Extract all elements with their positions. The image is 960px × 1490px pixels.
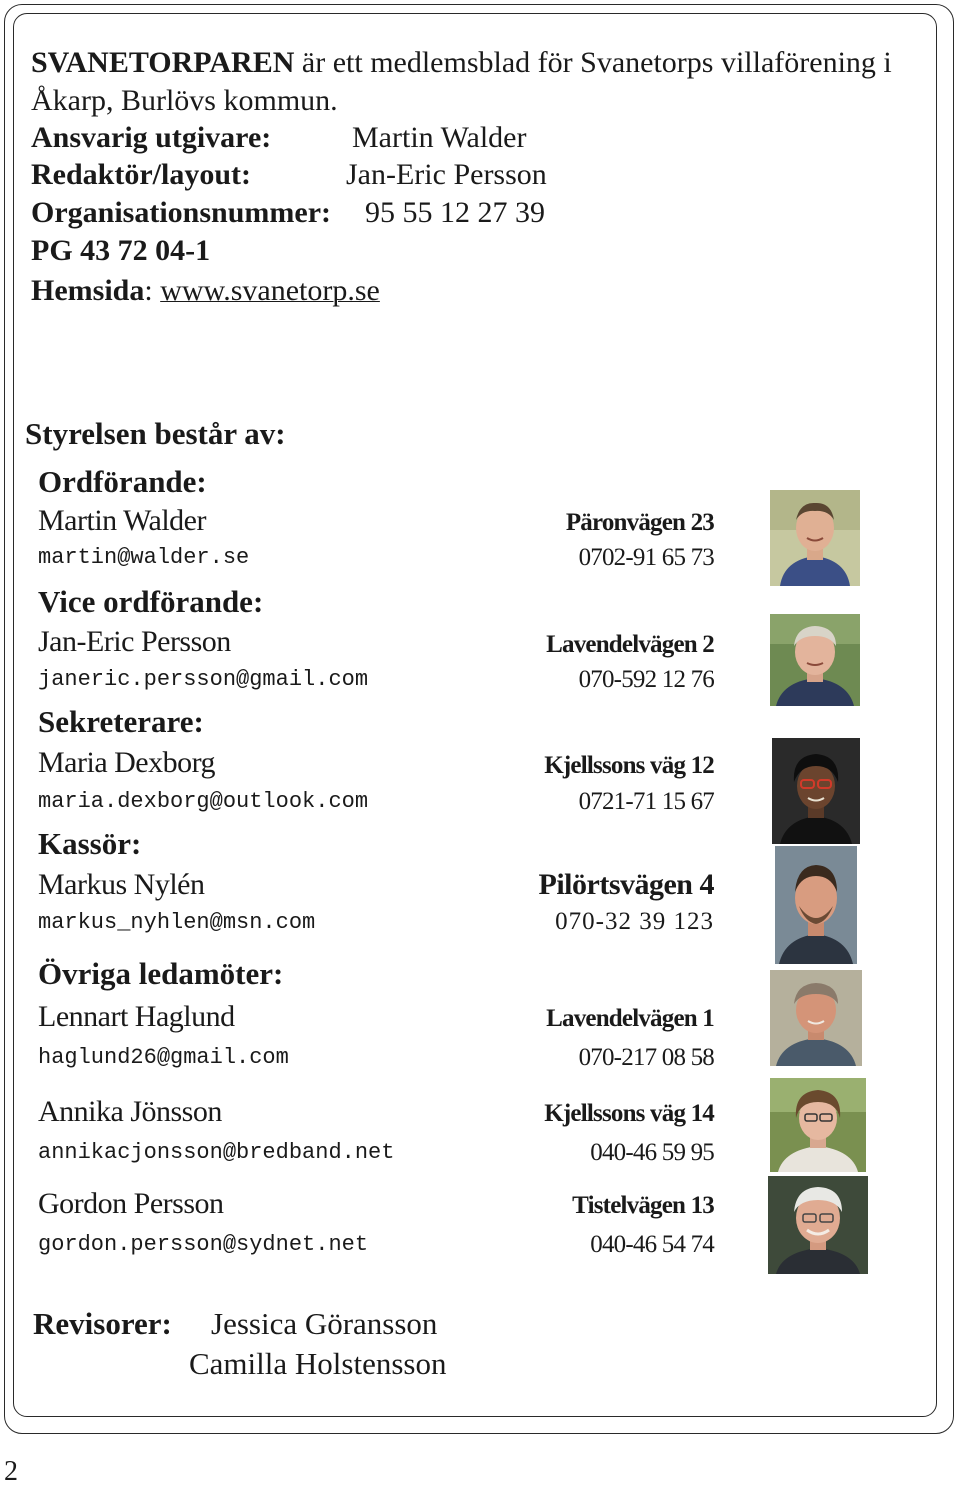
editor-label: Redaktör/layout: [31, 158, 251, 191]
member-address: Tistelvägen 13 [572, 1192, 714, 1219]
portrait-image [770, 970, 862, 1066]
member-name: Maria Dexborg [38, 746, 216, 779]
orgnr-value: 95 55 12 27 39 [365, 196, 545, 229]
member-address: Kjellssons väg 12 [544, 752, 714, 779]
member-name: Gordon Persson [38, 1187, 224, 1220]
member-address: Pilörtsvägen 4 [538, 868, 714, 901]
role-vice-chairman: Vice ordförande: [38, 584, 264, 619]
portrait-image [770, 490, 860, 586]
member-phone: 040-46 54 74 [590, 1231, 714, 1258]
publisher-value: Martin Walder [352, 121, 527, 154]
portrait-photo [770, 490, 860, 586]
member-address: Päronvägen 23 [565, 509, 714, 536]
portrait-photo [772, 738, 860, 844]
portrait-image [770, 1078, 866, 1172]
intro-line-1 [31, 44, 892, 82]
portrait-image [775, 846, 857, 964]
portrait-image [770, 614, 860, 706]
homepage-link[interactable]: www.svanetorp.se [160, 274, 380, 307]
member-email[interactable]: markus_nyhlen@msn.com [38, 910, 316, 935]
member-name: Martin Walder [38, 504, 206, 537]
member-email[interactable]: haglund26@gmail.com [38, 1045, 289, 1070]
role-chairman: Ordförande: [38, 464, 207, 499]
intro-line-2: Åkarp, Burlövs kommun. [31, 84, 338, 117]
portrait-image [768, 1176, 868, 1274]
member-phone: 070-217 08 58 [578, 1044, 714, 1071]
member-name: Lennart Haglund [38, 1000, 235, 1033]
editor-value: Jan-Eric Persson [346, 158, 547, 191]
homepage-line [31, 272, 380, 310]
member-phone: 0721-71 15 67 [578, 788, 714, 815]
member-name: Markus Nylén [38, 868, 205, 901]
homepage-colon: : [144, 274, 153, 307]
other-members-heading: Övriga ledamöter: [38, 956, 284, 991]
publisher-label: Ansvarig utgivare: [31, 121, 272, 154]
member-phone: 040-46 59 95 [590, 1139, 714, 1166]
member-email[interactable]: gordon.persson@sydnet.net [38, 1232, 369, 1257]
member-email[interactable]: annikacjonsson@bredband.net [38, 1140, 395, 1165]
portrait-photo [770, 614, 860, 706]
member-name: Jan-Eric Persson [38, 625, 231, 658]
member-phone: 070-32 39 123 [555, 908, 714, 935]
intro-description: är ett medlemsblad för Svanetorps villaförening i [294, 46, 892, 79]
auditor-name: Jessica Göransson [211, 1306, 438, 1341]
member-email[interactable]: maria.dexborg@outlook.com [38, 789, 369, 814]
member-name: Annika Jönsson [38, 1095, 222, 1128]
member-email[interactable]: martin@walder.se [38, 545, 250, 570]
homepage-label: Hemsida [31, 274, 145, 307]
auditor-name: Camilla Holstensson [189, 1346, 447, 1381]
role-secretary: Sekreterare: [38, 704, 204, 739]
portrait-photo [768, 1176, 868, 1274]
pg-number: PG 43 72 04-1 [31, 234, 211, 267]
portrait-photo [770, 970, 862, 1066]
member-email[interactable]: janeric.persson@gmail.com [38, 667, 369, 692]
member-address: Lavendelvägen 2 [546, 631, 714, 658]
page-number: 2 [4, 1456, 18, 1487]
member-phone: 0702-91 65 73 [578, 544, 714, 571]
portrait-photo [770, 1078, 866, 1172]
board-heading: Styrelsen består av: [25, 416, 286, 451]
role-treasurer: Kassör: [38, 826, 142, 861]
portrait-photo [775, 846, 857, 964]
portrait-image [772, 738, 860, 844]
member-address: Lavendelvägen 1 [546, 1005, 714, 1032]
publication-name: SVANETORPAREN [31, 46, 295, 79]
member-address: Kjellssons väg 14 [544, 1100, 714, 1127]
auditors-label: Revisorer: [33, 1306, 172, 1341]
orgnr-label: Organisationsnummer: [31, 196, 331, 229]
member-phone: 070-592 12 76 [578, 666, 714, 693]
